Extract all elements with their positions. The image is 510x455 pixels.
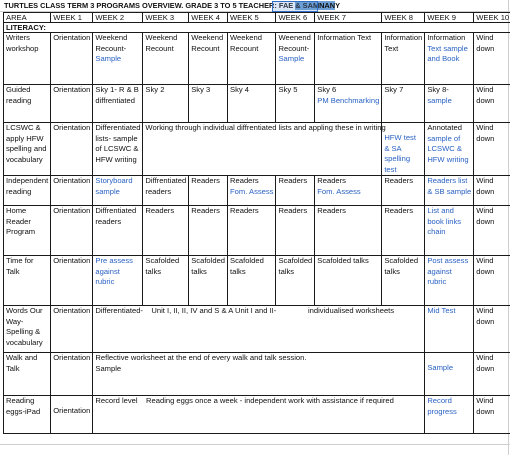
table-cell[interactable]: Orientation [51,353,93,396]
header-cell[interactable]: WEEK 8 [382,13,425,23]
area-cell[interactable]: Independent reading [4,176,51,206]
title-selected-text[interactable]: & SAMNAN [295,1,336,10]
cell-text: Sample [95,363,122,373]
table-cell[interactable]: Wind down [474,123,510,176]
table-cell[interactable]: Readers [382,206,425,256]
header-cell[interactable]: WEEK 6 [276,13,315,23]
table-cell[interactable]: Weekend Recount [189,33,228,85]
table-cell[interactable]: Wind down [474,176,510,206]
table-cell[interactable] [276,33,315,85]
table-cell[interactable]: Mid Test [425,306,474,353]
title-text-end: Y [335,1,341,10]
table-row [4,206,510,256]
table-cell[interactable] [425,123,474,176]
table-cell[interactable]: Wind down [474,85,510,123]
table-row [4,353,510,396]
table-row [4,396,510,434]
literacy-heading[interactable]: LITERACY: [4,23,510,33]
cell-text: Readers [230,176,259,185]
area-cell[interactable]: Words Our Way- Spelling & vocabulary [4,306,51,353]
cell-text-blue: sample of [427,133,461,143]
table-cell[interactable]: Wind down [474,353,510,396]
table-cell[interactable] [425,353,474,396]
table-cell[interactable]: Sky 2 [143,85,189,123]
area-cell[interactable]: Time for Talk [4,256,51,306]
cell-text-blue: Sample [427,363,454,372]
table-row [4,256,510,306]
cell-text-blue: & SB sample [427,186,472,196]
cell-text: Weekend Recount- [95,33,128,53]
table-cell[interactable]: Sky 7 [382,85,425,123]
table-cell[interactable] [425,33,474,85]
cell-text: Readers [317,176,346,185]
table-cell[interactable]: Readers [143,206,189,256]
cell-selection-highlight [272,1,318,12]
area-cell[interactable]: LCSWC & apply HFW spelling and vocabulary [4,123,51,176]
table-cell[interactable]: Wind down [474,206,510,256]
header-cell[interactable]: WEEK 10 [474,13,510,23]
table-cell[interactable]: Readers [315,206,382,256]
cell-text: Differentiated- Unit I, II, II, IV and S & A Unit I and II- individualised worksheets [95,306,395,315]
table-row [4,33,510,85]
table-cell[interactable] [51,396,93,434]
cell-text-blue: sample [427,95,452,105]
table-cell[interactable] [425,176,474,206]
header-cell[interactable]: WEEK 9 [425,13,474,23]
area-cell[interactable]: Reading eggs-iPad [4,396,51,434]
table-cell[interactable]: Wind down [474,306,510,353]
table-cell[interactable]: Readers [382,176,425,206]
area-cell[interactable]: Guided reading [4,85,51,123]
table-cell[interactable]: Orientation [51,123,93,176]
header-row [4,13,510,23]
cell-text: Working through individual diffrentiated lists and appling these in writing [145,123,386,132]
table-cell[interactable]: Information Text [382,33,425,85]
cell-text: Record level Reading eggs once a week - independent work with assistance if required [95,396,394,405]
table-cell[interactable]: Sky 1- R & B diffrentiated [93,85,143,123]
table-cell[interactable]: Orientation [51,33,93,85]
header-cell[interactable]: WEEK 3 [143,13,189,23]
table-cell[interactable]: Record progress [425,396,474,434]
table-cell[interactable] [228,176,276,206]
gridline [0,444,510,445]
cell-text-blue: HFW writing [427,154,469,164]
table-cell[interactable]: Post assess against rubric [425,256,474,306]
table-row [4,123,510,176]
cell-text: Reflective worksheet at the end of every walk and talk session. [95,353,307,362]
table-cell[interactable]: Diffrentiated readers [143,176,189,206]
table-cell[interactable]: Weekend Recount [228,33,276,85]
table-cell[interactable]: Orientation [51,206,93,256]
table-cell[interactable]: Readers [189,206,228,256]
cell-text: Sky 6 [317,85,337,94]
table-row [4,306,510,353]
area-cell[interactable]: Walk and Talk [4,353,51,396]
table-cell-merged[interactable] [93,306,425,353]
header-cell[interactable]: WEEK 2 [93,13,143,23]
header-cell[interactable]: WEEK 1 [51,13,93,23]
program-table [3,12,510,434]
table-cell[interactable]: Information Text [315,33,382,85]
table-cell[interactable]: Orientation [51,256,93,306]
table-cell-merged[interactable] [93,353,425,396]
table-cell[interactable]: Diffrentiated readers [93,206,143,256]
cell-text: Annotated [427,123,462,132]
table-cell[interactable]: Differentiated lists- sample of LCSWC & HFW writing [93,123,143,176]
cell-text-blue: Fom. Assess [317,186,361,196]
table-cell[interactable]: Readers [189,176,228,206]
table-cell-merged[interactable] [93,396,425,434]
cell-text-blue: Readers list [427,176,468,185]
cell-text-blue: Sample [278,54,305,63]
cell-text-blue: PM Benchmarking [317,95,380,105]
table-cell[interactable]: Readers [228,206,276,256]
cell-text-blue: HFW test & SA spelling test [384,133,416,174]
table-cell[interactable]: Storyboard sample [93,176,143,206]
header-cell[interactable]: WEEK 5 [228,13,276,23]
table-cell[interactable]: Pre assess against rubric [93,256,143,306]
table-cell[interactable]: Scafolded talks [189,256,228,306]
table-cell[interactable]: Wind down [474,396,510,434]
table-cell[interactable]: Scafolded talks [382,256,425,306]
table-cell-merged[interactable] [143,123,386,176]
table-row [4,176,510,206]
table-cell[interactable]: Readers [276,206,315,256]
table-cell[interactable]: Sky 3 [189,85,228,123]
header-cell[interactable]: WEEK 4 [189,13,228,23]
table-cell[interactable]: Wind down [474,256,510,306]
table-cell[interactable]: Orientation [51,85,93,123]
table-cell[interactable]: List and book links chain [425,206,474,256]
table-cell[interactable]: Weekend Recount [143,33,189,85]
cell-text-blue: Sample [95,54,122,63]
cell-text: Weenend Recount- [278,33,311,53]
cell-text-blue: Fom. Assess [230,186,274,196]
title-text: TURTLES CLASS TERM 3 PROGRAMS OVERVIEW. GRADE 3 TO 5 TEACHER: FAE [4,1,296,10]
table-cell[interactable]: Scafolded talks [276,256,315,306]
cell-text: Sky 8- [427,85,449,94]
header-cell[interactable]: AREA [4,13,51,23]
table-cell[interactable]: Scafolded talks [143,256,189,306]
area-cell[interactable]: Writers workshop [4,33,51,85]
table-row [4,85,510,123]
table-cell[interactable]: Sky 4 [228,85,276,123]
table-cell[interactable]: Scafolded talks [315,256,382,306]
table-cell[interactable]: Orientation [51,306,93,353]
cell-text-blue: Text sample and Book [427,43,468,63]
literacy-row [4,23,510,33]
table-cell[interactable] [382,123,425,176]
cell-text: Information [427,33,466,42]
table-cell[interactable] [93,33,143,85]
table-cell[interactable] [315,176,382,206]
area-cell[interactable]: Home Reader Program [4,206,51,256]
table-cell[interactable]: Orientation [51,176,93,206]
cell-text: Orientation [53,406,91,415]
table-cell[interactable]: Readers [276,176,315,206]
cell-text-blue: LCSWC & [427,144,462,153]
table-cell[interactable]: Sky 5 [276,85,315,123]
header-cell[interactable]: WEEK 7 [315,13,382,23]
table-cell[interactable]: Wind down [474,33,510,85]
table-cell[interactable] [425,85,474,123]
table-cell[interactable] [315,85,382,123]
table-cell[interactable]: Scafolded talks [228,256,276,306]
